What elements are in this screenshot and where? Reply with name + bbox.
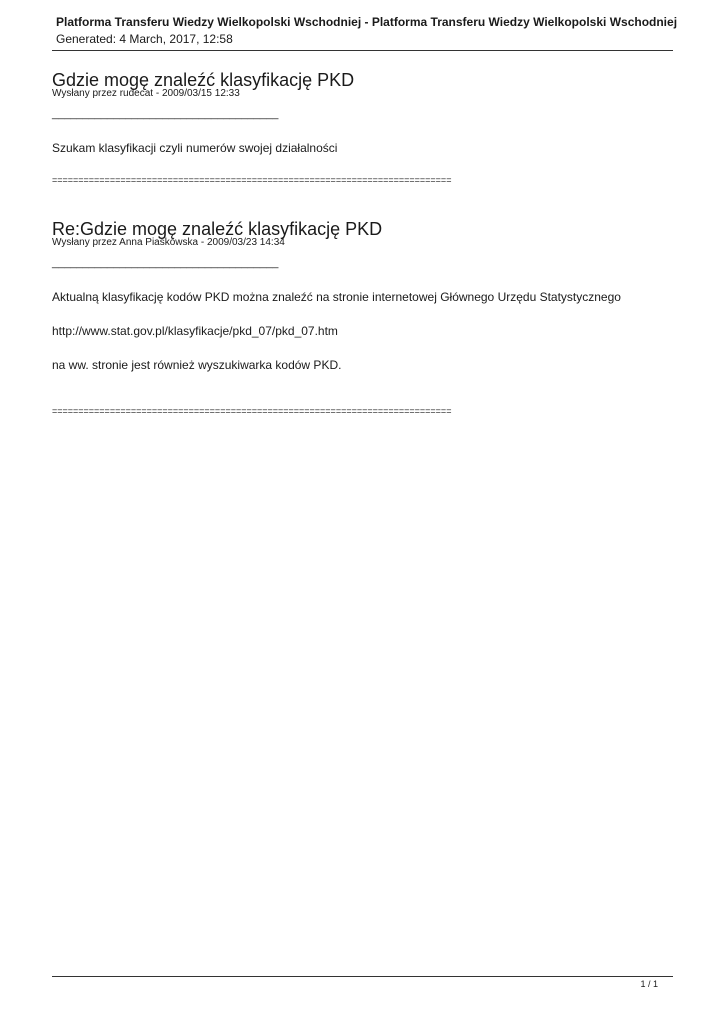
post-body (52, 140, 622, 156)
post-title: Gdzie mogę znaleźć klasyfikację PKD (52, 70, 355, 90)
footer-divider (52, 976, 673, 977)
post-meta: Wysłany przez rudecat - 2009/03/15 12:33 (52, 88, 240, 99)
post-separator: ============================================================================ (52, 406, 452, 416)
post-link-text: http://www.stat.gov.pl/klasyfikacje/pkd_07/pkd_07.htm (52, 324, 338, 338)
post-separator: ============================================================================ (52, 175, 452, 185)
page-header (0, 0, 725, 52)
header-divider (52, 50, 673, 51)
post-underline: _____________________________________ (52, 108, 279, 120)
post-paragraph: Aktualną klasyfikację kodów PKD można znaleźć na stronie internetowej Głównego Urzędu Statystycznego (52, 290, 621, 304)
post-paragraph: Szukam klasyfikacji czyli numerów swojej działalności (52, 141, 338, 155)
post-paragraph: na ww. stronie jest również wyszukiwarka kodów PKD. (52, 358, 342, 372)
generated-date: Generated: 4 March, 2017, 12:58 (56, 32, 233, 46)
post-underline: _____________________________________ (52, 257, 279, 269)
page-number: 1 / 1 (640, 979, 658, 989)
post-body (52, 289, 622, 373)
post-meta: Wysłany przez Anna Piaskowska - 2009/03/23 14:34 (52, 237, 285, 248)
site-title: Platforma Transferu Wiedzy Wielkopolski Wschodniej - Platforma Transferu Wiedzy Wielkopolski Wschodniej (56, 15, 678, 29)
post-title: Re:Gdzie mogę znaleźć klasyfikację PKD (52, 219, 383, 239)
